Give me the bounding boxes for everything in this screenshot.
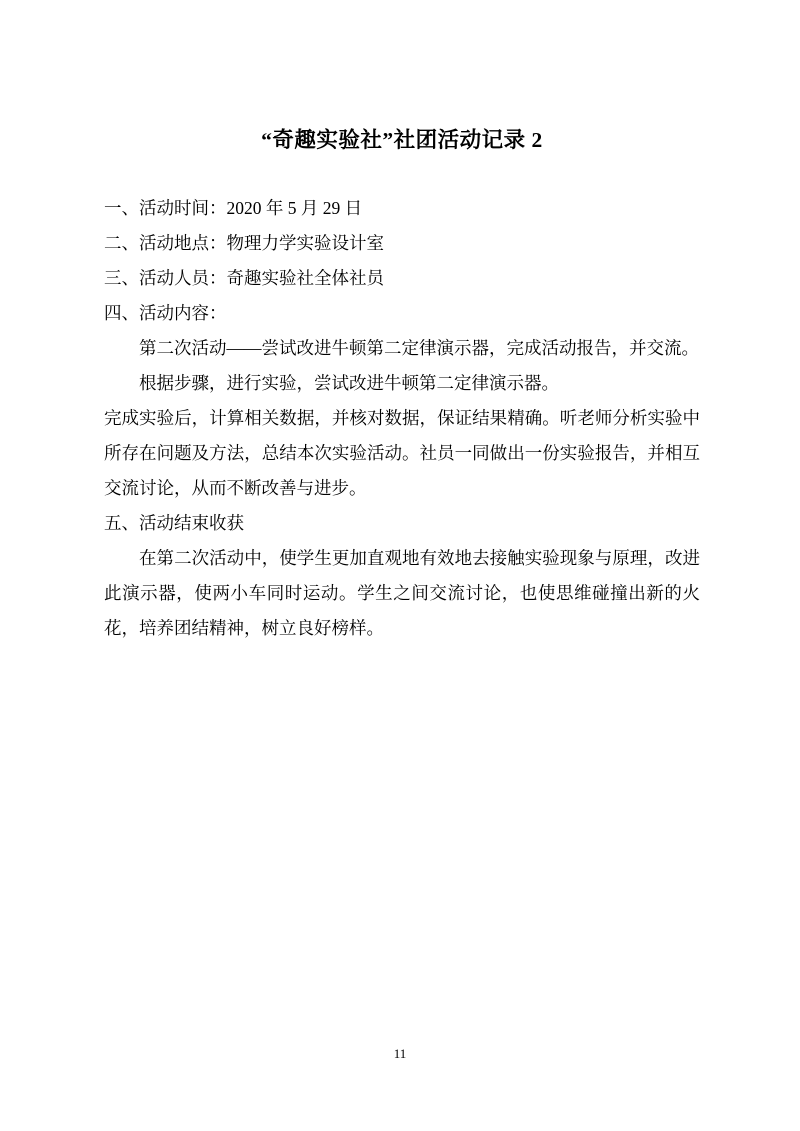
- paragraph-activity-location: 二、活动地点：物理力学实验设计室: [104, 233, 384, 254]
- paragraph-activity-members: 三、活动人员：奇趣实验社全体社员: [104, 268, 384, 289]
- paragraph-content-3: 完成实验后，计算相关数据，并核对数据，保证结果精确。听老师分析实验中所存在问题及方法，总结本次实验活动。社员一同做出一份实验报告，并相互交流讨论，从而不断改善与进步。: [104, 408, 700, 499]
- paragraph-activity-content-heading: 四、活动内容：: [104, 303, 227, 324]
- page-title: “奇趣实验社”社团活动记录 2: [261, 128, 543, 152]
- document-body: [104, 0, 700, 646]
- paragraph-content-2: 根据步骤，进行实验，尝试改进牛顿第二定律演示器。: [139, 373, 559, 394]
- paragraph-content-1: 第二次活动——尝试改进牛顿第二定律演示器，完成活动报告，并交流。: [139, 338, 699, 359]
- document-paragraphs: [104, 191, 700, 646]
- paragraph-gains-heading: 五、活动结束收获: [104, 513, 244, 534]
- paragraph-activity-time: 一、活动时间：2020 年 5 月 29 日: [104, 198, 363, 219]
- paragraph-gains-body: 在第二次活动中，使学生更加直观地有效地去接触实验现象与原理，改进此演示器，使两小车同时运动。学生之间交流讨论，也使思维碰撞出新的火花，培养团结精神，树立良好榜样。: [104, 548, 700, 639]
- page-number: 11: [393, 1046, 407, 1061]
